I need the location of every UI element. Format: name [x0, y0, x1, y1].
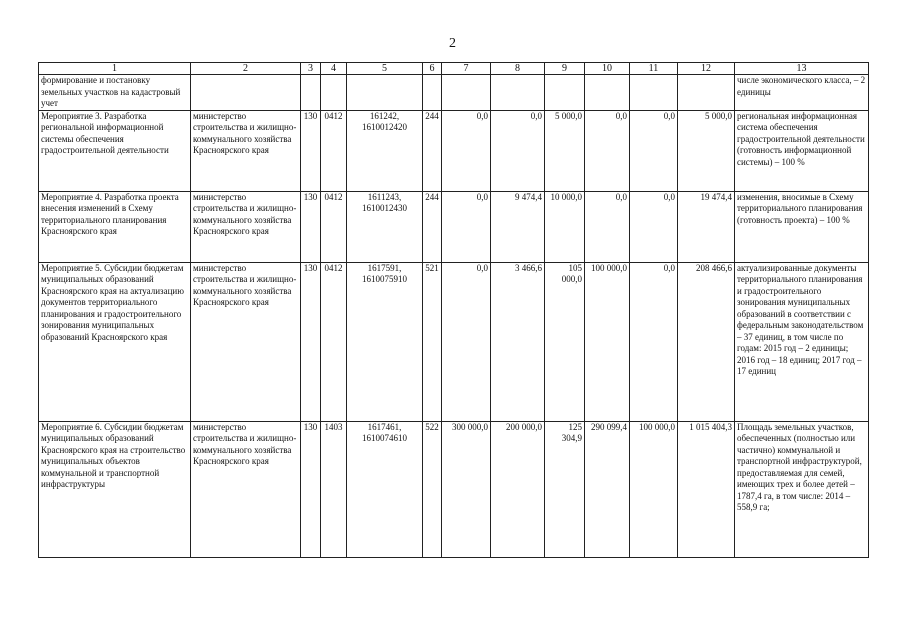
result-cell: региональная информационная система обеспечения градостроительной деятельности (готовность информационной системы) – 100 % [735, 110, 869, 191]
amount-cell: 0,0 [630, 110, 678, 191]
amount-cell: 0,0 [491, 110, 545, 191]
header-cell: 2 [191, 63, 301, 75]
executor-cell: министерство строительства и жилищно-коммунального хозяйства Красноярского края [191, 110, 301, 191]
amount-cell: 100 000,0 [630, 421, 678, 557]
header-cell: 11 [630, 63, 678, 75]
grbs-code-cell [301, 75, 321, 111]
header-cell: 12 [678, 63, 735, 75]
target-item-cell [347, 75, 423, 111]
page-number: 2 [449, 36, 456, 51]
table-row [39, 191, 869, 262]
amount-cell: 0,0 [585, 110, 630, 191]
table-row [39, 421, 869, 557]
grbs-code-cell: 130 [301, 262, 321, 421]
expense-type-cell: 244 [423, 191, 442, 262]
executor-cell: министерство строительства и жилищно-коммунального хозяйства Красноярского края [191, 262, 301, 421]
target-item-cell: 1617461, 1610074610 [347, 421, 423, 557]
amount-cell [630, 75, 678, 111]
program-activities-table [38, 62, 869, 558]
amount-cell [442, 75, 491, 111]
grbs-code-cell: 130 [301, 110, 321, 191]
result-cell: Площадь земельных участков, обеспеченных (полностью или частично) коммунальной и транспортной инфраструктурой, предоставляемая для семей, имеющих трех и более детей – 1787,4 га, в том числе: 2014 – 558,9 га; [735, 421, 869, 557]
amount-cell: 0,0 [442, 191, 491, 262]
expense-type-cell [423, 75, 442, 111]
executor-cell: министерство строительства и жилищно-коммунального хозяйства Красноярского края [191, 421, 301, 557]
target-item-cell: 161242, 1610012420 [347, 110, 423, 191]
activity-name-cell: Мероприятие 5. Субсидии бюджетам муниципальных образований Красноярского края на актуализацию документов территориального планирования и градостроительного зонирования муниципальных образований Красноярского края [39, 262, 191, 421]
amount-cell: 105 000,0 [545, 262, 585, 421]
amount-cell: 125 304,9 [545, 421, 585, 557]
amount-cell: 3 466,6 [491, 262, 545, 421]
total-cell: 19 474,4 [678, 191, 735, 262]
amount-cell: 290 099,4 [585, 421, 630, 557]
table-row [39, 110, 869, 191]
table-header-row [39, 63, 869, 75]
table-row [39, 262, 869, 421]
activity-name-cell: формирование и постановку земельных участков на кадастровый учет [39, 75, 191, 111]
amount-cell: 0,0 [630, 262, 678, 421]
header-cell: 5 [347, 63, 423, 75]
amount-cell [545, 75, 585, 111]
activity-name-cell: Мероприятие 3. Разработка региональной информационной системы обеспечения градостроительной деятельности [39, 110, 191, 191]
result-cell: актуализированные документы территориального планирования и градостроительного зонирования муниципальных образований в соответствии с федеральным законодательством – 37 единиц, в том числе по годам: 2015 год – 2 единицы; 2016 год – 18 единиц; 2017 год – 17 единиц [735, 262, 869, 421]
header-cell: 13 [735, 63, 869, 75]
amount-cell: 0,0 [630, 191, 678, 262]
header-cell: 1 [39, 63, 191, 75]
amount-cell: 9 474,4 [491, 191, 545, 262]
amount-cell: 0,0 [585, 191, 630, 262]
total-cell: 1 015 404,3 [678, 421, 735, 557]
activity-name-cell: Мероприятие 4. Разработка проекта внесения изменений в Схему территориального планирования Красноярского края [39, 191, 191, 262]
section-code-cell: 0412 [321, 191, 347, 262]
section-code-cell: 0412 [321, 262, 347, 421]
expense-type-cell: 521 [423, 262, 442, 421]
header-cell: 8 [491, 63, 545, 75]
amount-cell: 100 000,0 [585, 262, 630, 421]
amount-cell: 200 000,0 [491, 421, 545, 557]
total-cell [678, 75, 735, 111]
section-code-cell: 1403 [321, 421, 347, 557]
header-cell: 7 [442, 63, 491, 75]
total-cell: 5 000,0 [678, 110, 735, 191]
grbs-code-cell: 130 [301, 421, 321, 557]
header-cell: 10 [585, 63, 630, 75]
header-cell: 6 [423, 63, 442, 75]
table-row [39, 75, 869, 111]
expense-type-cell: 244 [423, 110, 442, 191]
amount-cell [585, 75, 630, 111]
amount-cell: 0,0 [442, 262, 491, 421]
target-item-cell: 1617591, 1610075910 [347, 262, 423, 421]
result-cell: числе экономического класса, – 2 единицы [735, 75, 869, 111]
executor-cell [191, 75, 301, 111]
grbs-code-cell: 130 [301, 191, 321, 262]
header-cell: 3 [301, 63, 321, 75]
expense-type-cell: 522 [423, 421, 442, 557]
amount-cell: 5 000,0 [545, 110, 585, 191]
result-cell: изменения, вносимые в Схему территориального планирования (готовность проекта) – 100 % [735, 191, 869, 262]
section-code-cell: 0412 [321, 110, 347, 191]
amount-cell: 0,0 [442, 110, 491, 191]
header-cell: 9 [545, 63, 585, 75]
target-item-cell: 1611243, 1610012430 [347, 191, 423, 262]
activity-name-cell: Мероприятие 6. Субсидии бюджетам муниципальных образований Красноярского края на строительство муниципальных объектов коммунальной и транспортной инфраструктуры [39, 421, 191, 557]
amount-cell: 300 000,0 [442, 421, 491, 557]
amount-cell [491, 75, 545, 111]
header-cell: 4 [321, 63, 347, 75]
section-code-cell [321, 75, 347, 111]
total-cell: 208 466,6 [678, 262, 735, 421]
amount-cell: 10 000,0 [545, 191, 585, 262]
executor-cell: министерство строительства и жилищно-коммунального хозяйства Красноярского края [191, 191, 301, 262]
